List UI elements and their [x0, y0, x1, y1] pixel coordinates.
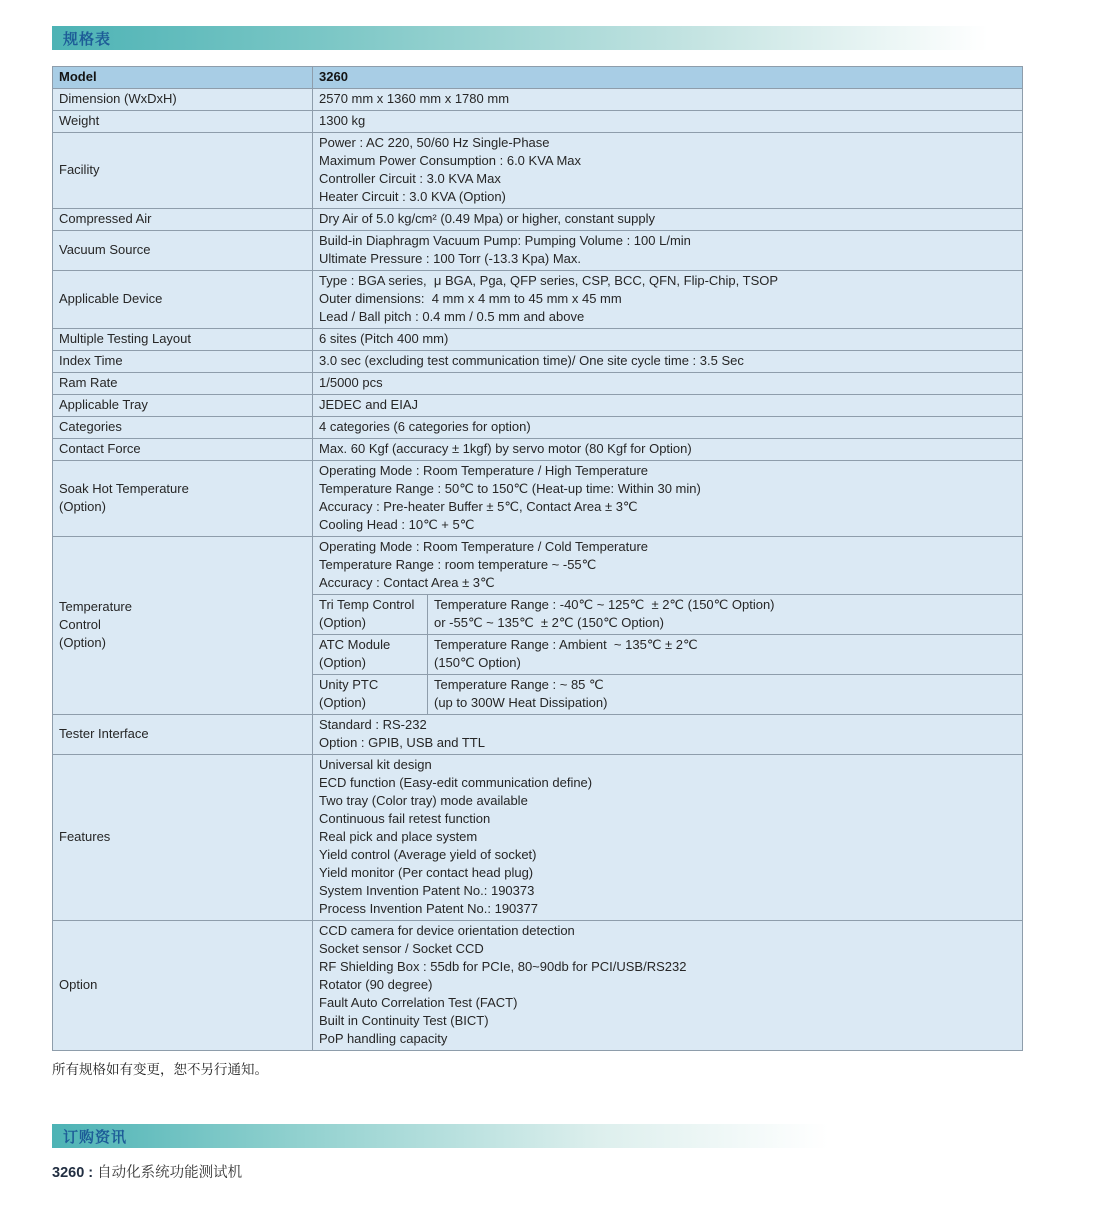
cell-line: (Option): [319, 655, 366, 670]
cell-line: Power : AC 220, 50/60 Hz Single-Phase: [319, 135, 550, 150]
cell-line: Temperature Range : ~ 85 ℃: [434, 677, 604, 692]
cell-line: Ram Rate: [59, 375, 118, 390]
cell-line: 1300 kg: [319, 113, 366, 128]
footnote: 所有规格如有变更，恕不另行通知。: [52, 1062, 268, 1077]
row-label-cell: [53, 439, 313, 461]
row-value-cell: [313, 439, 1023, 461]
row-value-cell: [313, 921, 1023, 1051]
cell-line: Max. 60 Kgf (accuracy ± 1kgf) by servo motor (80 Kgf for Option): [319, 441, 692, 456]
order-model: 3260: [52, 1165, 85, 1181]
cell-line: Tester Interface: [59, 726, 149, 741]
table-row: [53, 271, 1023, 329]
table-row: [53, 209, 1023, 231]
table-row: [53, 111, 1023, 133]
cell-line: 3.0 sec (excluding test communication time)/ One site cycle time : 3.5 Sec: [319, 353, 744, 368]
cell-line: Compressed Air: [59, 211, 152, 226]
header-value-cell: 3260: [313, 67, 1023, 89]
row-value-cell: [313, 537, 1023, 595]
cell-line: Multiple Testing Layout: [59, 331, 192, 346]
cell-line: Outer dimensions: 4 mm x 4 mm to 45 mm x 45 mm: [319, 291, 622, 306]
row-value-cell: [428, 635, 1023, 675]
table-row: [53, 417, 1023, 439]
row-value-cell: [313, 351, 1023, 373]
cell-line: Yield monitor (Per contact head plug): [319, 865, 534, 880]
cell-line: Categories: [59, 419, 122, 434]
cell-line: Index Time: [59, 353, 123, 368]
spec-section-title: 规格表: [63, 30, 112, 48]
order-section: [52, 1124, 1102, 1182]
row-value-cell: [313, 755, 1023, 921]
order-section-title: 订购资讯: [63, 1128, 128, 1146]
cell-line: ECD function (Easy-edit communication define): [319, 775, 593, 790]
table-row: [53, 537, 1023, 595]
row-label-cell: [53, 417, 313, 439]
table-row: [53, 439, 1023, 461]
cell-line: Vacuum Source: [59, 242, 151, 257]
row-label-cell: [53, 921, 313, 1051]
cell-line: (up to 300W Heat Dissipation): [434, 695, 608, 710]
cell-line: Contact Force: [59, 441, 141, 456]
cell-line: Controller Circuit : 3.0 KVA Max: [319, 171, 501, 186]
table-row: [53, 921, 1023, 1051]
cell-line: (Option): [319, 695, 366, 710]
row-value-cell: [313, 395, 1023, 417]
cell-line: (Option): [319, 615, 366, 630]
cell-line: Rotator (90 degree): [319, 977, 433, 992]
row-sublabel-cell: [313, 675, 428, 715]
row-label-cell: [53, 373, 313, 395]
row-label-cell: [53, 209, 313, 231]
cell-line: Soak Hot Temperature: [59, 481, 189, 496]
cell-line: System Invention Patent No.: 190373: [319, 883, 535, 898]
row-label-cell: [53, 231, 313, 271]
cell-line: Accuracy : Contact Area ± 3℃: [319, 575, 495, 590]
cell-line: Unity PTC: [319, 677, 379, 692]
cell-line: Temperature: [59, 599, 132, 614]
row-value-cell: [313, 231, 1023, 271]
cell-line: Fault Auto Correlation Test (FACT): [319, 995, 518, 1010]
cell-line: Option: [59, 977, 98, 992]
cell-line: Socket sensor / Socket CCD: [319, 941, 484, 956]
cell-line: Dimension (WxDxH): [59, 91, 177, 106]
row-sublabel-cell: [313, 595, 428, 635]
cell-line: Applicable Device: [59, 291, 163, 306]
cell-line: Universal kit design: [319, 757, 432, 772]
row-label-cell: [53, 755, 313, 921]
cell-line: Lead / Ball pitch : 0.4 mm / 0.5 mm and above: [319, 309, 585, 324]
cell-line: Continuous fail retest function: [319, 811, 491, 826]
row-value-cell: [313, 417, 1023, 439]
cell-line: PoP handling capacity: [319, 1031, 448, 1046]
cell-line: (Option): [59, 499, 106, 514]
cell-line: 1/5000 pcs: [319, 375, 383, 390]
table-row: [53, 329, 1023, 351]
row-label-cell: [53, 271, 313, 329]
cell-line: (Option): [59, 635, 106, 650]
cell-line: Temperature Range : 50℃ to 150℃ (Heat-up time: Within 30 min): [319, 481, 701, 496]
row-value-cell: [313, 715, 1023, 755]
cell-line: Process Invention Patent No.: 190377: [319, 901, 538, 916]
order-description: 自动化系统功能测试机: [97, 1165, 243, 1181]
cell-line: (150℃ Option): [434, 655, 521, 670]
cell-line: 2570 mm x 1360 mm x 1780 mm: [319, 91, 510, 106]
row-label-cell: [53, 329, 313, 351]
row-value-cell: [313, 461, 1023, 537]
table-row: [53, 231, 1023, 271]
cell-line: Applicable Tray: [59, 397, 148, 412]
cell-line: JEDEC and EIAJ: [319, 397, 418, 412]
row-value-cell: [313, 271, 1023, 329]
spec-table: [52, 66, 1023, 1051]
cell-line: 6 sites (Pitch 400 mm): [319, 331, 449, 346]
cell-line: Ultimate Pressure : 100 Torr (-13.3 Kpa) Max.: [319, 251, 582, 266]
row-label-cell: [53, 133, 313, 209]
cell-line: Operating Mode : Room Temperature / Cold Temperature: [319, 539, 649, 554]
cell-line: Heater Circuit : 3.0 KVA (Option): [319, 189, 506, 204]
cell-line: Temperature Range : -40℃ ~ 125℃ ± 2℃ (150℃ Option): [434, 597, 775, 612]
row-label-cell: [53, 351, 313, 373]
row-value-cell: [313, 329, 1023, 351]
row-value-cell: [313, 89, 1023, 111]
row-label-cell: [53, 111, 313, 133]
row-value-cell: [313, 133, 1023, 209]
row-value-cell: [313, 373, 1023, 395]
table-row: [53, 89, 1023, 111]
table-row: [53, 373, 1023, 395]
cell-line: ATC Module: [319, 637, 391, 652]
table-row: [53, 715, 1023, 755]
order-info-line: [52, 1161, 1102, 1182]
row-sublabel-cell: [313, 635, 428, 675]
cell-line: Operating Mode : Room Temperature / High Temperature: [319, 463, 649, 478]
cell-line: Build-in Diaphragm Vacuum Pump: Pumping Volume : 100 L/min: [319, 233, 691, 248]
header-label-cell: Model: [53, 67, 313, 89]
cell-line: Temperature Range : room temperature ~ -55℃: [319, 557, 597, 572]
cell-line: Cooling Head : 10℃ + 5℃: [319, 517, 475, 532]
cell-line: Yield control (Average yield of socket): [319, 847, 537, 862]
row-label-cell: [53, 537, 313, 715]
cell-line: Option : GPIB, USB and TTL: [319, 735, 485, 750]
table-row: [53, 755, 1023, 921]
row-value-cell: [428, 675, 1023, 715]
cell-line: Weight: [59, 113, 100, 128]
cell-line: Temperature Range : Ambient ~ 135℃ ± 2℃: [434, 637, 698, 652]
cell-line: Facility: [59, 162, 100, 177]
table-row: [53, 461, 1023, 537]
table-header-row: [53, 67, 1023, 89]
cell-line: Real pick and place system: [319, 829, 478, 844]
cell-line: Maximum Power Consumption : 6.0 KVA Max: [319, 153, 582, 168]
row-value-cell: [313, 111, 1023, 133]
table-row: [53, 395, 1023, 417]
cell-line: Dry Air of 5.0 kg/cm² (0.49 Mpa) or higher, constant supply: [319, 211, 655, 226]
cell-line: Features: [59, 829, 111, 844]
cell-line: Control: [59, 617, 101, 632]
spec-section-bar: [52, 26, 1048, 50]
table-row: [53, 351, 1023, 373]
cell-line: Accuracy : Pre-heater Buffer ± 5℃, Contact Area ± 3℃: [319, 499, 638, 514]
spec-table-body: [53, 67, 1023, 1051]
cell-line: Built in Continuity Test (BICT): [319, 1013, 489, 1028]
cell-line: Two tray (Color tray) mode available: [319, 793, 528, 808]
cell-line: CCD camera for device orientation detection: [319, 923, 575, 938]
row-value-cell: [428, 595, 1023, 635]
cell-line: Type : BGA series, μ BGA, Pga, QFP series, CSP, BCC, QFN, Flip-Chip, TSOP: [319, 273, 779, 288]
order-section-bar: [52, 1124, 1048, 1148]
row-label-cell: [53, 715, 313, 755]
row-label-cell: [53, 461, 313, 537]
cell-line: Tri Temp Control: [319, 597, 415, 612]
table-row: [53, 133, 1023, 209]
cell-line: or -55℃ ~ 135℃ ± 2℃ (150℃ Option): [434, 615, 664, 630]
cell-line: 4 categories (6 categories for option): [319, 419, 531, 434]
order-separator: :: [84, 1165, 98, 1181]
cell-line: RF Shielding Box : 55db for PCIe, 80~90db for PCI/USB/RS232: [319, 959, 687, 974]
row-value-cell: [313, 209, 1023, 231]
cell-line: Standard : RS-232: [319, 717, 427, 732]
row-label-cell: [53, 395, 313, 417]
row-label-cell: [53, 89, 313, 111]
